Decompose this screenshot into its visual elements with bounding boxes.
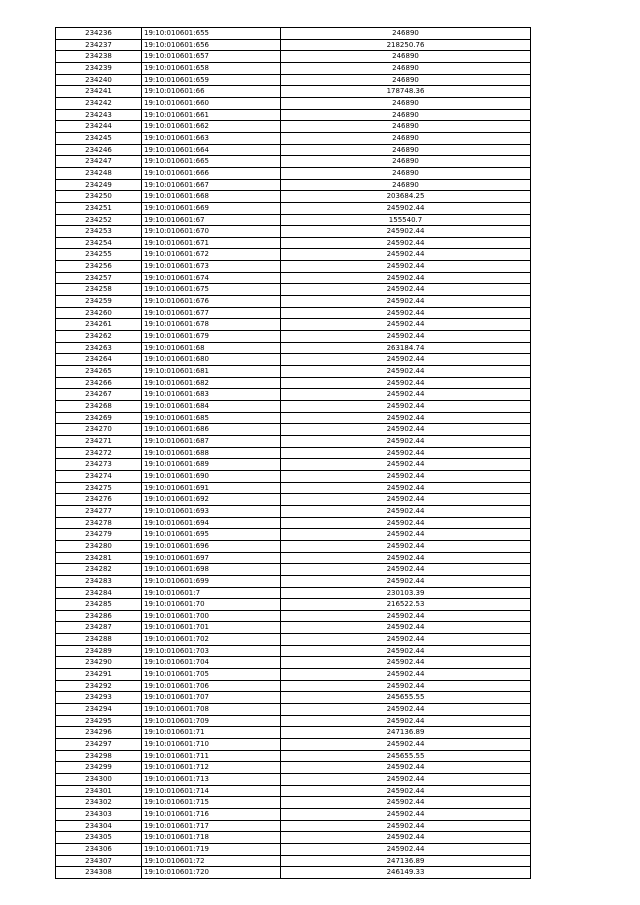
table-row xyxy=(56,622,531,634)
value-cell: 230103.39 xyxy=(281,587,531,599)
row-id-cell: 234265 xyxy=(56,366,142,378)
row-id-cell: 234236 xyxy=(56,28,142,40)
row-id-cell: 234307 xyxy=(56,855,142,867)
value-cell: 246890 xyxy=(281,144,531,156)
table-row xyxy=(56,97,531,109)
table-row xyxy=(56,482,531,494)
value-cell: 246890 xyxy=(281,132,531,144)
row-id-cell: 234239 xyxy=(56,62,142,74)
row-id-cell: 234300 xyxy=(56,774,142,786)
row-id-cell: 234293 xyxy=(56,692,142,704)
table-row xyxy=(56,86,531,98)
cadastral-number-cell: 19:10:010601:665 xyxy=(142,156,281,168)
row-id-cell: 234277 xyxy=(56,505,142,517)
cadastral-number-cell: 19:10:010601:718 xyxy=(142,832,281,844)
cadastral-number-cell: 19:10:010601:712 xyxy=(142,762,281,774)
table-row xyxy=(56,634,531,646)
row-id-cell: 234282 xyxy=(56,564,142,576)
row-id-cell: 234297 xyxy=(56,739,142,751)
value-cell: 246890 xyxy=(281,74,531,86)
value-cell: 246149.33 xyxy=(281,867,531,879)
table-row xyxy=(56,331,531,343)
table-row xyxy=(56,599,531,611)
cadastral-number-cell: 19:10:010601:673 xyxy=(142,261,281,273)
cadastral-number-cell: 19:10:010601:658 xyxy=(142,62,281,74)
table-row xyxy=(56,459,531,471)
row-id-cell: 234244 xyxy=(56,121,142,133)
table-row xyxy=(56,249,531,261)
value-cell: 245902.44 xyxy=(281,797,531,809)
table-row xyxy=(56,202,531,214)
value-cell: 245902.44 xyxy=(281,237,531,249)
value-cell: 245902.44 xyxy=(281,412,531,424)
value-cell: 247136.89 xyxy=(281,727,531,739)
cadastral-number-cell: 19:10:010601:701 xyxy=(142,622,281,634)
value-cell: 245902.44 xyxy=(281,331,531,343)
cadastral-number-cell: 19:10:010601:667 xyxy=(142,179,281,191)
row-id-cell: 234257 xyxy=(56,272,142,284)
table-row xyxy=(56,832,531,844)
cadastral-number-cell: 19:10:010601:662 xyxy=(142,121,281,133)
cadastral-number-cell: 19:10:010601:683 xyxy=(142,389,281,401)
cadastral-number-cell: 19:10:010601:672 xyxy=(142,249,281,261)
row-id-cell: 234238 xyxy=(56,51,142,63)
value-cell: 245902.44 xyxy=(281,517,531,529)
table-row xyxy=(56,727,531,739)
value-cell: 245902.44 xyxy=(281,494,531,506)
cadastral-number-cell: 19:10:010601:704 xyxy=(142,657,281,669)
row-id-cell: 234240 xyxy=(56,74,142,86)
row-id-cell: 234286 xyxy=(56,610,142,622)
value-cell: 246890 xyxy=(281,179,531,191)
table-row xyxy=(56,109,531,121)
row-id-cell: 234308 xyxy=(56,867,142,879)
cadastral-number-cell: 19:10:010601:717 xyxy=(142,820,281,832)
cadastral-number-cell: 19:10:010601:671 xyxy=(142,237,281,249)
table-row xyxy=(56,680,531,692)
cadastral-number-cell: 19:10:010601:703 xyxy=(142,645,281,657)
value-cell: 203684.25 xyxy=(281,191,531,203)
cadastral-number-cell: 19:10:010601:687 xyxy=(142,435,281,447)
row-id-cell: 234287 xyxy=(56,622,142,634)
row-id-cell: 234284 xyxy=(56,587,142,599)
row-id-cell: 234296 xyxy=(56,727,142,739)
cadastral-number-cell: 19:10:010601:675 xyxy=(142,284,281,296)
table-row xyxy=(56,132,531,144)
row-id-cell: 234276 xyxy=(56,494,142,506)
table-row xyxy=(56,354,531,366)
value-cell: 245902.44 xyxy=(281,459,531,471)
table-row xyxy=(56,191,531,203)
table-row xyxy=(56,645,531,657)
table-row xyxy=(56,401,531,413)
row-id-cell: 234289 xyxy=(56,645,142,657)
table-row xyxy=(56,424,531,436)
cadastral-number-cell: 19:10:010601:68 xyxy=(142,342,281,354)
table-row xyxy=(56,156,531,168)
cadastral-number-cell: 19:10:010601:682 xyxy=(142,377,281,389)
table-row xyxy=(56,505,531,517)
cadastral-number-cell: 19:10:010601:70 xyxy=(142,599,281,611)
row-id-cell: 234306 xyxy=(56,843,142,855)
value-cell: 245655.55 xyxy=(281,750,531,762)
table-row xyxy=(56,715,531,727)
row-id-cell: 234298 xyxy=(56,750,142,762)
cadastral-number-cell: 19:10:010601:670 xyxy=(142,226,281,238)
value-cell: 245902.44 xyxy=(281,774,531,786)
cadastral-number-cell: 19:10:010601:664 xyxy=(142,144,281,156)
table-row xyxy=(56,610,531,622)
cadastral-number-cell: 19:10:010601:661 xyxy=(142,109,281,121)
cadastral-number-cell: 19:10:010601:677 xyxy=(142,307,281,319)
cadastral-number-cell: 19:10:010601:720 xyxy=(142,867,281,879)
cadastral-number-cell: 19:10:010601:66 xyxy=(142,86,281,98)
cadastral-number-cell: 19:10:010601:688 xyxy=(142,447,281,459)
cadastral-number-cell: 19:10:010601:698 xyxy=(142,564,281,576)
row-id-cell: 234295 xyxy=(56,715,142,727)
table-row xyxy=(56,389,531,401)
row-id-cell: 234301 xyxy=(56,785,142,797)
row-id-cell: 234302 xyxy=(56,797,142,809)
cadastral-number-cell: 19:10:010601:681 xyxy=(142,366,281,378)
cadastral-number-cell: 19:10:010601:707 xyxy=(142,692,281,704)
table-row xyxy=(56,28,531,40)
value-cell: 245902.44 xyxy=(281,226,531,238)
cadastral-number-cell: 19:10:010601:657 xyxy=(142,51,281,63)
table-row xyxy=(56,494,531,506)
table-row xyxy=(56,319,531,331)
row-id-cell: 234256 xyxy=(56,261,142,273)
row-id-cell: 234288 xyxy=(56,634,142,646)
value-cell: 245902.44 xyxy=(281,575,531,587)
cadastral-number-cell: 19:10:010601:676 xyxy=(142,296,281,308)
value-cell: 245902.44 xyxy=(281,843,531,855)
row-id-cell: 234283 xyxy=(56,575,142,587)
value-cell: 245902.44 xyxy=(281,470,531,482)
row-id-cell: 234294 xyxy=(56,704,142,716)
row-id-cell: 234268 xyxy=(56,401,142,413)
cadastral-number-cell: 19:10:010601:690 xyxy=(142,470,281,482)
cadastral-number-cell: 19:10:010601:708 xyxy=(142,704,281,716)
row-id-cell: 234260 xyxy=(56,307,142,319)
value-cell: 245902.44 xyxy=(281,529,531,541)
value-cell: 245902.44 xyxy=(281,634,531,646)
cadastral-number-cell: 19:10:010601:71 xyxy=(142,727,281,739)
cadastral-number-cell: 19:10:010601:72 xyxy=(142,855,281,867)
value-cell: 246890 xyxy=(281,62,531,74)
value-cell: 245902.44 xyxy=(281,564,531,576)
cadastral-number-cell: 19:10:010601:699 xyxy=(142,575,281,587)
table-row xyxy=(56,447,531,459)
cadastral-number-cell: 19:10:010601:696 xyxy=(142,540,281,552)
cadastral-number-cell: 19:10:010601:674 xyxy=(142,272,281,284)
row-id-cell: 234272 xyxy=(56,447,142,459)
table-row xyxy=(56,366,531,378)
value-cell: 155540.7 xyxy=(281,214,531,226)
cadastral-number-cell: 19:10:010601:686 xyxy=(142,424,281,436)
row-id-cell: 234290 xyxy=(56,657,142,669)
cadastral-number-cell: 19:10:010601:656 xyxy=(142,39,281,51)
table-row xyxy=(56,226,531,238)
value-cell: 245902.44 xyxy=(281,435,531,447)
value-cell: 245902.44 xyxy=(281,366,531,378)
value-cell: 245902.44 xyxy=(281,389,531,401)
row-id-cell: 234251 xyxy=(56,202,142,214)
value-cell: 245902.44 xyxy=(281,354,531,366)
table-row xyxy=(56,517,531,529)
cadastral-number-cell: 19:10:010601:700 xyxy=(142,610,281,622)
row-id-cell: 234243 xyxy=(56,109,142,121)
row-id-cell: 234261 xyxy=(56,319,142,331)
row-id-cell: 234266 xyxy=(56,377,142,389)
cadastral-number-cell: 19:10:010601:668 xyxy=(142,191,281,203)
value-cell: 245655.55 xyxy=(281,692,531,704)
row-id-cell: 234299 xyxy=(56,762,142,774)
value-cell: 245902.44 xyxy=(281,645,531,657)
table-row xyxy=(56,808,531,820)
value-cell: 245902.44 xyxy=(281,424,531,436)
cadastral-number-cell: 19:10:010601:67 xyxy=(142,214,281,226)
row-id-cell: 234237 xyxy=(56,39,142,51)
value-cell: 245902.44 xyxy=(281,284,531,296)
row-id-cell: 234273 xyxy=(56,459,142,471)
cadastral-number-cell: 19:10:010601:709 xyxy=(142,715,281,727)
row-id-cell: 234253 xyxy=(56,226,142,238)
row-id-cell: 234285 xyxy=(56,599,142,611)
table-row xyxy=(56,62,531,74)
table-row xyxy=(56,774,531,786)
row-id-cell: 234280 xyxy=(56,540,142,552)
table-row xyxy=(56,552,531,564)
table-row xyxy=(56,575,531,587)
row-id-cell: 234259 xyxy=(56,296,142,308)
table-row xyxy=(56,797,531,809)
table-row xyxy=(56,657,531,669)
cadastral-number-cell: 19:10:010601:705 xyxy=(142,669,281,681)
table-row xyxy=(56,272,531,284)
row-id-cell: 234258 xyxy=(56,284,142,296)
row-id-cell: 234245 xyxy=(56,132,142,144)
row-id-cell: 234274 xyxy=(56,470,142,482)
cadastral-number-cell: 19:10:010601:715 xyxy=(142,797,281,809)
value-cell: 246890 xyxy=(281,109,531,121)
table-body xyxy=(56,28,531,879)
value-cell: 245902.44 xyxy=(281,377,531,389)
cadastral-number-cell: 19:10:010601:659 xyxy=(142,74,281,86)
table-row xyxy=(56,669,531,681)
value-cell: 246890 xyxy=(281,167,531,179)
row-id-cell: 234292 xyxy=(56,680,142,692)
table-row xyxy=(56,121,531,133)
cadastral-number-cell: 19:10:010601:660 xyxy=(142,97,281,109)
table-row xyxy=(56,785,531,797)
value-cell: 245902.44 xyxy=(281,808,531,820)
cadastral-number-cell: 19:10:010601:694 xyxy=(142,517,281,529)
row-id-cell: 234305 xyxy=(56,832,142,844)
cadastral-number-cell: 19:10:010601:710 xyxy=(142,739,281,751)
value-cell: 245902.44 xyxy=(281,704,531,716)
row-id-cell: 234269 xyxy=(56,412,142,424)
value-cell: 245902.44 xyxy=(281,762,531,774)
value-cell: 245902.44 xyxy=(281,715,531,727)
value-cell: 218250.76 xyxy=(281,39,531,51)
cadastral-number-cell: 19:10:010601:693 xyxy=(142,505,281,517)
row-id-cell: 234249 xyxy=(56,179,142,191)
row-id-cell: 234248 xyxy=(56,167,142,179)
row-id-cell: 234271 xyxy=(56,435,142,447)
row-id-cell: 234263 xyxy=(56,342,142,354)
value-cell: 245902.44 xyxy=(281,249,531,261)
table-row xyxy=(56,261,531,273)
value-cell: 178748.36 xyxy=(281,86,531,98)
value-cell: 247136.89 xyxy=(281,855,531,867)
row-id-cell: 234281 xyxy=(56,552,142,564)
value-cell: 245902.44 xyxy=(281,739,531,751)
row-id-cell: 234242 xyxy=(56,97,142,109)
row-id-cell: 234264 xyxy=(56,354,142,366)
cadastral-number-cell: 19:10:010601:695 xyxy=(142,529,281,541)
cadastral-number-cell: 19:10:010601:7 xyxy=(142,587,281,599)
table-row xyxy=(56,704,531,716)
cadastral-number-cell: 19:10:010601:716 xyxy=(142,808,281,820)
table-row xyxy=(56,377,531,389)
value-cell: 245902.44 xyxy=(281,401,531,413)
table-row xyxy=(56,39,531,51)
table-row xyxy=(56,51,531,63)
cadastral-number-cell: 19:10:010601:702 xyxy=(142,634,281,646)
row-id-cell: 234278 xyxy=(56,517,142,529)
row-id-cell: 234303 xyxy=(56,808,142,820)
cadastral-number-cell: 19:10:010601:714 xyxy=(142,785,281,797)
value-cell: 245902.44 xyxy=(281,272,531,284)
row-id-cell: 234252 xyxy=(56,214,142,226)
row-id-cell: 234250 xyxy=(56,191,142,203)
table-row xyxy=(56,284,531,296)
row-id-cell: 234255 xyxy=(56,249,142,261)
table-row xyxy=(56,867,531,879)
row-id-cell: 234241 xyxy=(56,86,142,98)
table-row xyxy=(56,74,531,86)
row-id-cell: 234262 xyxy=(56,331,142,343)
value-cell: 245902.44 xyxy=(281,202,531,214)
cadastral-number-cell: 19:10:010601:706 xyxy=(142,680,281,692)
cadastral-number-cell: 19:10:010601:697 xyxy=(142,552,281,564)
cadastral-number-cell: 19:10:010601:713 xyxy=(142,774,281,786)
table-row xyxy=(56,564,531,576)
cadastral-number-cell: 19:10:010601:692 xyxy=(142,494,281,506)
table-row xyxy=(56,412,531,424)
table-row xyxy=(56,144,531,156)
value-cell: 245902.44 xyxy=(281,680,531,692)
table-row xyxy=(56,237,531,249)
value-cell: 245902.44 xyxy=(281,622,531,634)
value-cell: 245902.44 xyxy=(281,307,531,319)
table-row xyxy=(56,750,531,762)
table-row xyxy=(56,529,531,541)
table-row xyxy=(56,470,531,482)
value-cell: 245902.44 xyxy=(281,657,531,669)
value-cell: 245902.44 xyxy=(281,447,531,459)
row-id-cell: 234279 xyxy=(56,529,142,541)
cadastral-number-cell: 19:10:010601:669 xyxy=(142,202,281,214)
value-cell: 245902.44 xyxy=(281,319,531,331)
cadastral-number-cell: 19:10:010601:655 xyxy=(142,28,281,40)
value-cell: 245902.44 xyxy=(281,505,531,517)
row-id-cell: 234246 xyxy=(56,144,142,156)
cadastral-number-cell: 19:10:010601:711 xyxy=(142,750,281,762)
cadastral-number-cell: 19:10:010601:666 xyxy=(142,167,281,179)
value-cell: 246890 xyxy=(281,97,531,109)
value-cell: 245902.44 xyxy=(281,669,531,681)
row-id-cell: 234304 xyxy=(56,820,142,832)
value-cell: 216522.53 xyxy=(281,599,531,611)
value-cell: 245902.44 xyxy=(281,261,531,273)
value-cell: 246890 xyxy=(281,121,531,133)
table-row xyxy=(56,692,531,704)
value-cell: 245902.44 xyxy=(281,820,531,832)
table-row xyxy=(56,214,531,226)
row-id-cell: 234291 xyxy=(56,669,142,681)
table-row xyxy=(56,739,531,751)
value-cell: 245902.44 xyxy=(281,610,531,622)
cadastral-number-cell: 19:10:010601:685 xyxy=(142,412,281,424)
value-cell: 246890 xyxy=(281,156,531,168)
row-id-cell: 234270 xyxy=(56,424,142,436)
cadastral-value-table xyxy=(55,27,531,879)
value-cell: 245902.44 xyxy=(281,296,531,308)
table-row xyxy=(56,179,531,191)
value-cell: 246890 xyxy=(281,51,531,63)
cadastral-number-cell: 19:10:010601:719 xyxy=(142,843,281,855)
value-cell: 246890 xyxy=(281,28,531,40)
value-cell: 245902.44 xyxy=(281,540,531,552)
row-id-cell: 234267 xyxy=(56,389,142,401)
value-cell: 263184.74 xyxy=(281,342,531,354)
table-row xyxy=(56,587,531,599)
table-row xyxy=(56,855,531,867)
row-id-cell: 234247 xyxy=(56,156,142,168)
table-row xyxy=(56,342,531,354)
cadastral-number-cell: 19:10:010601:689 xyxy=(142,459,281,471)
value-cell: 245902.44 xyxy=(281,482,531,494)
cadastral-number-cell: 19:10:010601:680 xyxy=(142,354,281,366)
table-row xyxy=(56,820,531,832)
value-cell: 245902.44 xyxy=(281,785,531,797)
cadastral-number-cell: 19:10:010601:678 xyxy=(142,319,281,331)
table-row xyxy=(56,167,531,179)
cadastral-number-cell: 19:10:010601:691 xyxy=(142,482,281,494)
cadastral-number-cell: 19:10:010601:663 xyxy=(142,132,281,144)
table-row xyxy=(56,296,531,308)
table-row xyxy=(56,762,531,774)
row-id-cell: 234254 xyxy=(56,237,142,249)
cadastral-number-cell: 19:10:010601:684 xyxy=(142,401,281,413)
cadastral-number-cell: 19:10:010601:679 xyxy=(142,331,281,343)
row-id-cell: 234275 xyxy=(56,482,142,494)
table-row xyxy=(56,540,531,552)
table-row xyxy=(56,435,531,447)
value-cell: 245902.44 xyxy=(281,552,531,564)
table-row xyxy=(56,843,531,855)
value-cell: 245902.44 xyxy=(281,832,531,844)
table-row xyxy=(56,307,531,319)
